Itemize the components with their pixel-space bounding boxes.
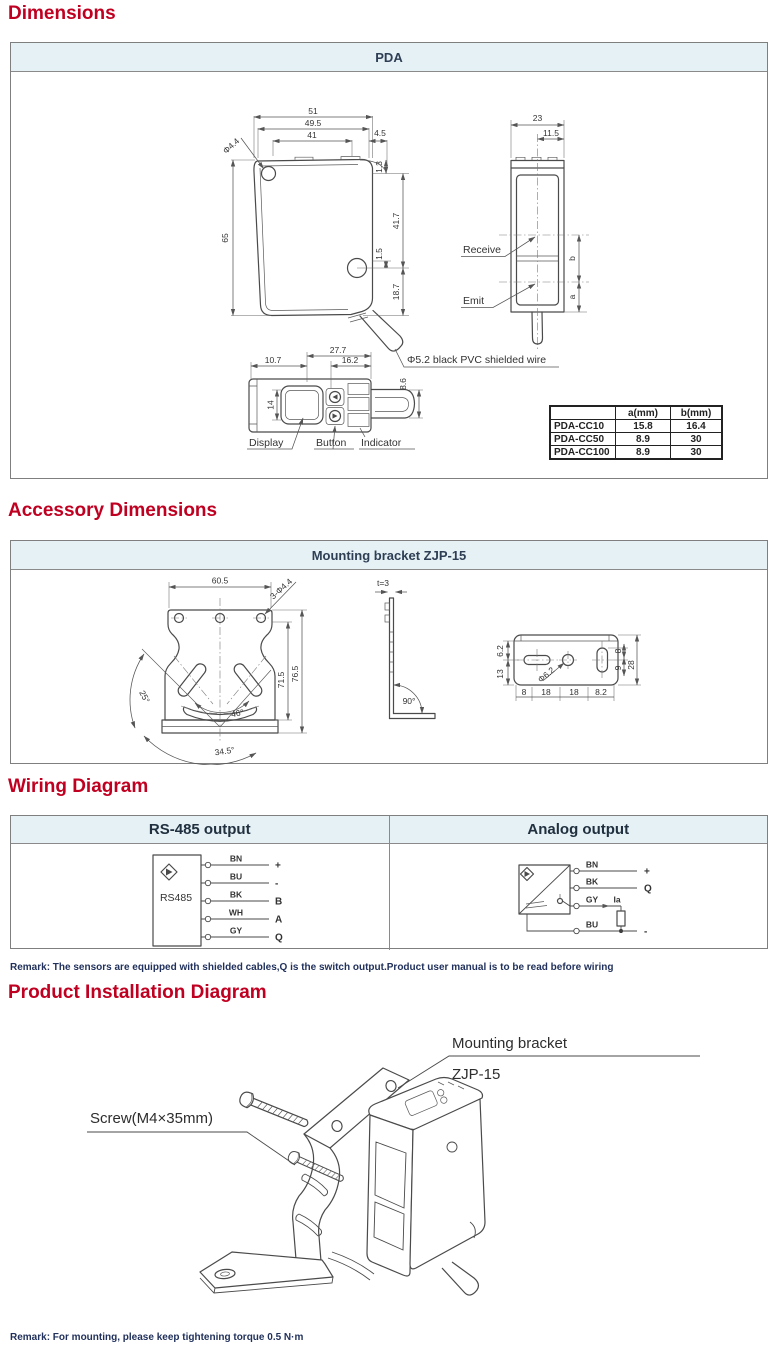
wiring-remark: Remark: The sensors are equipped with shielded cables,Q is the switch output.Product user manual is to be read before wiring [10,962,614,973]
accessory-panel-header [11,541,767,570]
spec-table-header-cell: b(mm) [671,406,723,420]
terminal-label: B [275,896,283,908]
wire-color-label: BU [585,919,599,930]
rs485-wiring-diagram [11,844,389,950]
bracket-side-view [375,578,435,719]
rs485-wire-bn [201,854,281,872]
dim-34-5deg: 34.5° [214,744,236,758]
spec-table-cell: 15.8 [616,420,671,433]
dim-90deg: 90° [402,696,416,706]
wire-color-label: BU [229,871,243,882]
terminal-label: Q [275,932,283,944]
spec-table-row [550,433,722,446]
screw-label: Screw(M4×35mm) [90,1110,213,1127]
spec-table-cell: 30 [671,446,723,460]
spec-table [549,405,723,460]
dim-16-2: 16.2 [341,355,359,365]
bracket-top-view [495,635,641,701]
dim-65: 65 [220,233,230,243]
spec-table-cell: PDA-CC50 [550,433,616,446]
dimensions-panel-header [11,43,767,72]
wiring-panel [10,815,768,949]
accessory-panel [10,540,768,764]
dim-18-7: 18.7 [391,283,401,301]
terminal-label: - [275,878,279,890]
dim-1-3: 1.3 [374,161,384,173]
dim-51: 51 [308,106,318,116]
dimensions-panel-body [11,72,767,480]
spec-table-row [550,420,722,433]
dim-41: 41 [307,130,317,140]
spec-table-cell: PDA-CC10 [550,420,616,433]
dim-14: 14 [265,400,276,410]
dim-46deg: 46° [230,706,245,720]
wire-color-label: GY [585,894,599,905]
spec-table-cell: 16.4 [671,420,723,433]
installation-remark: Remark: For mounting, please keep tightening torque 0.5 N·m [10,1332,304,1343]
wire-color-label: BN [229,853,243,864]
mounting-bracket-label: Mounting bracket [452,1035,568,1052]
section-title-installation: Product Installation Diagram [8,982,267,1003]
spec-table-cell: PDA-CC100 [550,446,616,460]
dim-r28: 28 [626,660,636,670]
resistor-symbol [617,911,625,926]
panel-header-label: PDA [375,49,403,65]
spec-table-header-cell: a(mm) [616,406,671,420]
dim-3-holes: 3-Φ4.4 [267,576,295,602]
install-screw-1 [238,1090,311,1131]
wire-color-label: GY [229,925,243,936]
bracket-dimension-drawing [11,570,767,765]
dim-10-7: 10.7 [264,355,282,365]
dim-60-5: 60.5 [211,575,229,586]
dim-r8: 8 [613,648,623,654]
terminal-label: Q [644,883,652,895]
section-title-accessory: Accessory Dimensions [8,500,218,521]
analog-wire-bk [570,877,652,895]
wire-color-label: WH [228,907,244,918]
dim-1-5: 1.5 [374,248,384,260]
dim-11-5: 11.5 [543,128,559,138]
bracket-front-view [130,576,307,765]
spec-table-cell: 8.9 [616,446,671,460]
installation-diagram [0,1022,780,1322]
dim-25deg: 25° [137,688,153,705]
dim-71-5: 71.5 [276,671,286,689]
dim-b18b: 18 [569,687,579,697]
rs485-wire-bk [201,890,282,908]
dim-6-2: 6.2 [495,645,505,657]
dim-b: b [567,256,577,261]
spec-table-header-row [550,406,722,420]
terminal-label: A [275,914,283,926]
receive-label: Receive [463,244,501,256]
dim-hole-4-4: Φ4.4 [220,135,242,156]
dim-t3: t=3 [376,578,390,588]
terminal-label: Ia [613,894,621,905]
panel-header-label: Mounting bracket ZJP-15 [311,547,467,563]
emit-label: Emit [463,295,484,307]
dim-27-7: 27.7 [329,345,347,355]
rs485-wire-wh [201,908,282,926]
dim-b8: 8 [521,687,527,697]
dim-13: 13 [495,669,505,679]
section-title-dimensions: Dimensions [8,3,116,24]
analog-wiring-diagram [389,844,769,950]
terminal-label: - [644,926,648,938]
analog-wire-bu [527,914,647,938]
display-label: Display [249,437,284,449]
dim-4-5: 4.5 [374,128,386,138]
dim-23: 23 [532,113,543,123]
analog-wire-bn [570,860,650,878]
install-sensor [367,1078,485,1296]
dim-41-7: 41.7 [391,212,401,230]
dim-b8-2: 8.2 [595,687,607,697]
wire-color-label: BK [229,889,243,900]
spec-table-row [550,446,722,460]
dim-8-6: 8.6 [398,378,408,390]
bracket-model-label: ZJP-15 [452,1066,501,1083]
wire-spec-label: Φ5.2 black PVC shielded wire [407,354,547,366]
terminal-label: + [644,866,650,878]
wire-color-label: BK [585,876,599,887]
dim-b18a: 18 [541,687,551,697]
sensor-bottom-view [247,345,423,449]
sensor-side-view [461,113,589,350]
section-title-wiring: Wiring Diagram [8,776,149,797]
sensor-front-view [220,106,559,367]
dim-49-5: 49.5 [304,118,322,128]
button-label: Button [316,437,347,449]
install-screw-2 [287,1150,346,1185]
terminal-label: + [275,860,281,872]
accessory-panel-body [11,570,767,765]
rs485-wire-bu [201,872,278,890]
spec-table-cell: 30 [671,433,723,446]
install-cable [442,1262,478,1295]
analog-output-header: Analog output [389,816,768,844]
rs485-wire-gy [201,926,283,944]
wire-color-label: BN [585,859,599,870]
rs485-output-header: RS-485 output [11,816,389,844]
dim-76-5: 76.5 [290,665,300,683]
dim-hole-6-2: Φ6.2 [535,664,557,685]
dimensions-panel [10,42,768,479]
spec-table-header-cell [550,406,616,420]
indicator-label: Indicator [361,437,402,449]
dim-a: a [567,294,577,300]
dim-r9: 9 [613,665,623,671]
rs485-box-label: RS485 [159,892,193,904]
spec-table-cell: 8.9 [616,433,671,446]
